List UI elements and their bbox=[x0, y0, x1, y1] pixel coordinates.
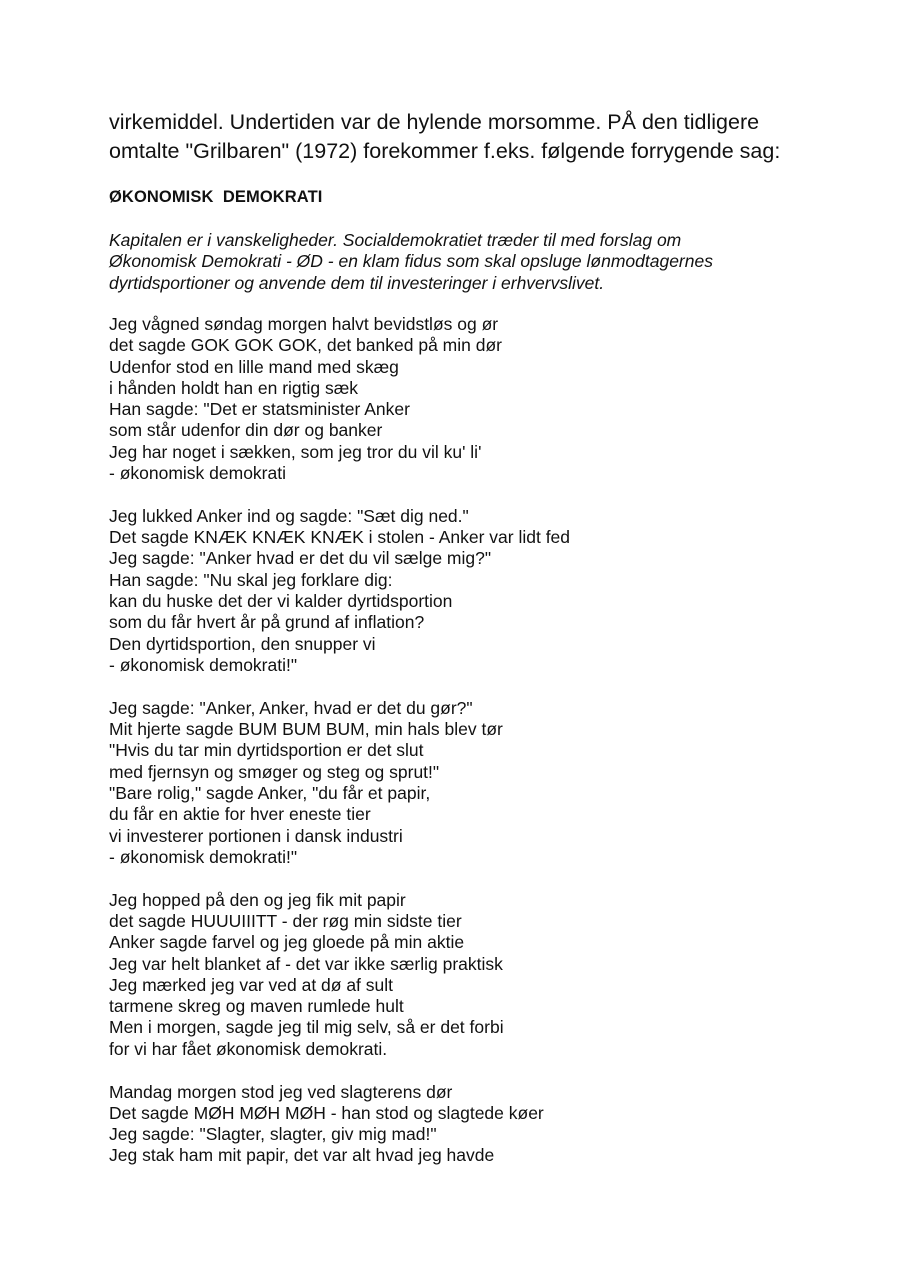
verse-stanza bbox=[109, 890, 570, 1060]
verse-line: med fjernsyn og smøger og steg og sprut!" bbox=[109, 761, 440, 782]
verse-line: vi investerer portionen i dansk industri bbox=[109, 825, 403, 846]
verse-stanza bbox=[109, 698, 570, 868]
intro-paragraph bbox=[109, 108, 869, 166]
verse-line: "Hvis du tar min dyrtidsportion er det slut bbox=[109, 740, 424, 761]
verse-line: som du får hvert år på grund af inflation? bbox=[109, 612, 425, 633]
verse-line: Jeg hopped på den og jeg fik mit papir bbox=[109, 889, 406, 910]
intro-line: virkemiddel. Undertiden var de hylende morsomme. PÅ den tidligere bbox=[109, 110, 760, 134]
summary-line: dyrtidsportioner og anvende dem til investeringer i erhvervslivet. bbox=[109, 272, 605, 293]
verse-line: Det sagde KNÆK KNÆK KNÆK i stolen - Anker var lidt fed bbox=[109, 527, 571, 548]
verse-line: Jeg sagde: "Slagter, slagter, giv mig mad!" bbox=[109, 1124, 437, 1145]
verse-line: du får en aktie for hver eneste tier bbox=[109, 804, 371, 825]
verse-line: for vi har fået økonomisk demokrati. bbox=[109, 1038, 388, 1059]
verse-line: - økonomisk demokrati!" bbox=[109, 654, 298, 675]
verse-line: Jeg vågned søndag morgen halvt bevidstløs og ør bbox=[109, 314, 499, 334]
verse-line: det sagde HUUUIIITT - der røg min sidste tier bbox=[109, 910, 462, 931]
verse-line: Men i morgen, sagde jeg til mig selv, så er det forbi bbox=[109, 1017, 504, 1038]
verse-line: Det sagde MØH MØH MØH - han stod og slagtede køer bbox=[109, 1102, 544, 1123]
verse-line: Mandag morgen stod jeg ved slagterens dør bbox=[109, 1081, 453, 1102]
verse-line: Jeg mærked jeg var ved at dø af sult bbox=[109, 974, 394, 995]
lyrics bbox=[109, 314, 570, 1188]
verse-line: Jeg sagde: "Anker, Anker, hvad er det du gør?" bbox=[109, 697, 473, 718]
verse-stanza bbox=[109, 506, 570, 676]
verse-line: Han sagde: "Nu skal jeg forklare dig: bbox=[109, 569, 393, 590]
intro-line: omtalte "Grilbaren" (1972) forekommer f.eks. følgende forrygende sag: bbox=[109, 139, 781, 163]
verse-line: Jeg har noget i sækken, som jeg tror du vil ku' li' bbox=[109, 441, 482, 462]
verse-line: tarmene skreg og maven rumlede hult bbox=[109, 996, 404, 1017]
summary-line: Økonomisk Demokrati - ØD - en klam fidus som skal opsluge lønmodtagernes bbox=[109, 251, 713, 272]
verse-stanza bbox=[109, 1082, 570, 1167]
verse-line: Jeg sagde: "Anker hvad er det du vil sælge mig?" bbox=[109, 548, 492, 569]
verse-line: Mit hjerte sagde BUM BUM BUM, min hals blev tør bbox=[109, 719, 503, 740]
summary-line: Kapitalen er i vanskeligheder. Socialdemokratiet træder til med forslag om bbox=[109, 230, 682, 250]
verse-line: "Bare rolig," sagde Anker, "du får et papir, bbox=[109, 782, 431, 803]
verse-line: Den dyrtidsportion, den snupper vi bbox=[109, 633, 376, 654]
verse-stanza bbox=[109, 314, 570, 484]
verse-line: Udenfor stod en lille mand med skæg bbox=[109, 356, 399, 377]
section-heading: ØKONOMISK DEMOKRATI bbox=[109, 188, 323, 206]
verse-line: i hånden holdt han en rigtig sæk bbox=[109, 377, 359, 398]
verse-line: det sagde GOK GOK GOK, det banked på min dør bbox=[109, 335, 502, 356]
verse-line: Jeg var helt blanket af - det var ikke særlig praktisk bbox=[109, 953, 503, 974]
verse-line: kan du huske det der vi kalder dyrtidsportion bbox=[109, 591, 453, 612]
verse-line: Jeg lukked Anker ind og sagde: "Sæt dig ned." bbox=[109, 505, 469, 526]
document-page bbox=[109, 108, 869, 1166]
verse-line: Han sagde: "Det er statsminister Anker bbox=[109, 399, 410, 420]
verse-line: - økonomisk demokrati!" bbox=[109, 846, 298, 867]
verse-line: som står udenfor din dør og banker bbox=[109, 420, 383, 441]
verse-line: Jeg stak ham mit papir, det var alt hvad jeg havde bbox=[109, 1145, 495, 1166]
verse-line: Anker sagde farvel og jeg gloede på min aktie bbox=[109, 932, 465, 953]
summary-paragraph bbox=[109, 230, 713, 294]
verse-line: - økonomisk demokrati bbox=[109, 463, 286, 484]
